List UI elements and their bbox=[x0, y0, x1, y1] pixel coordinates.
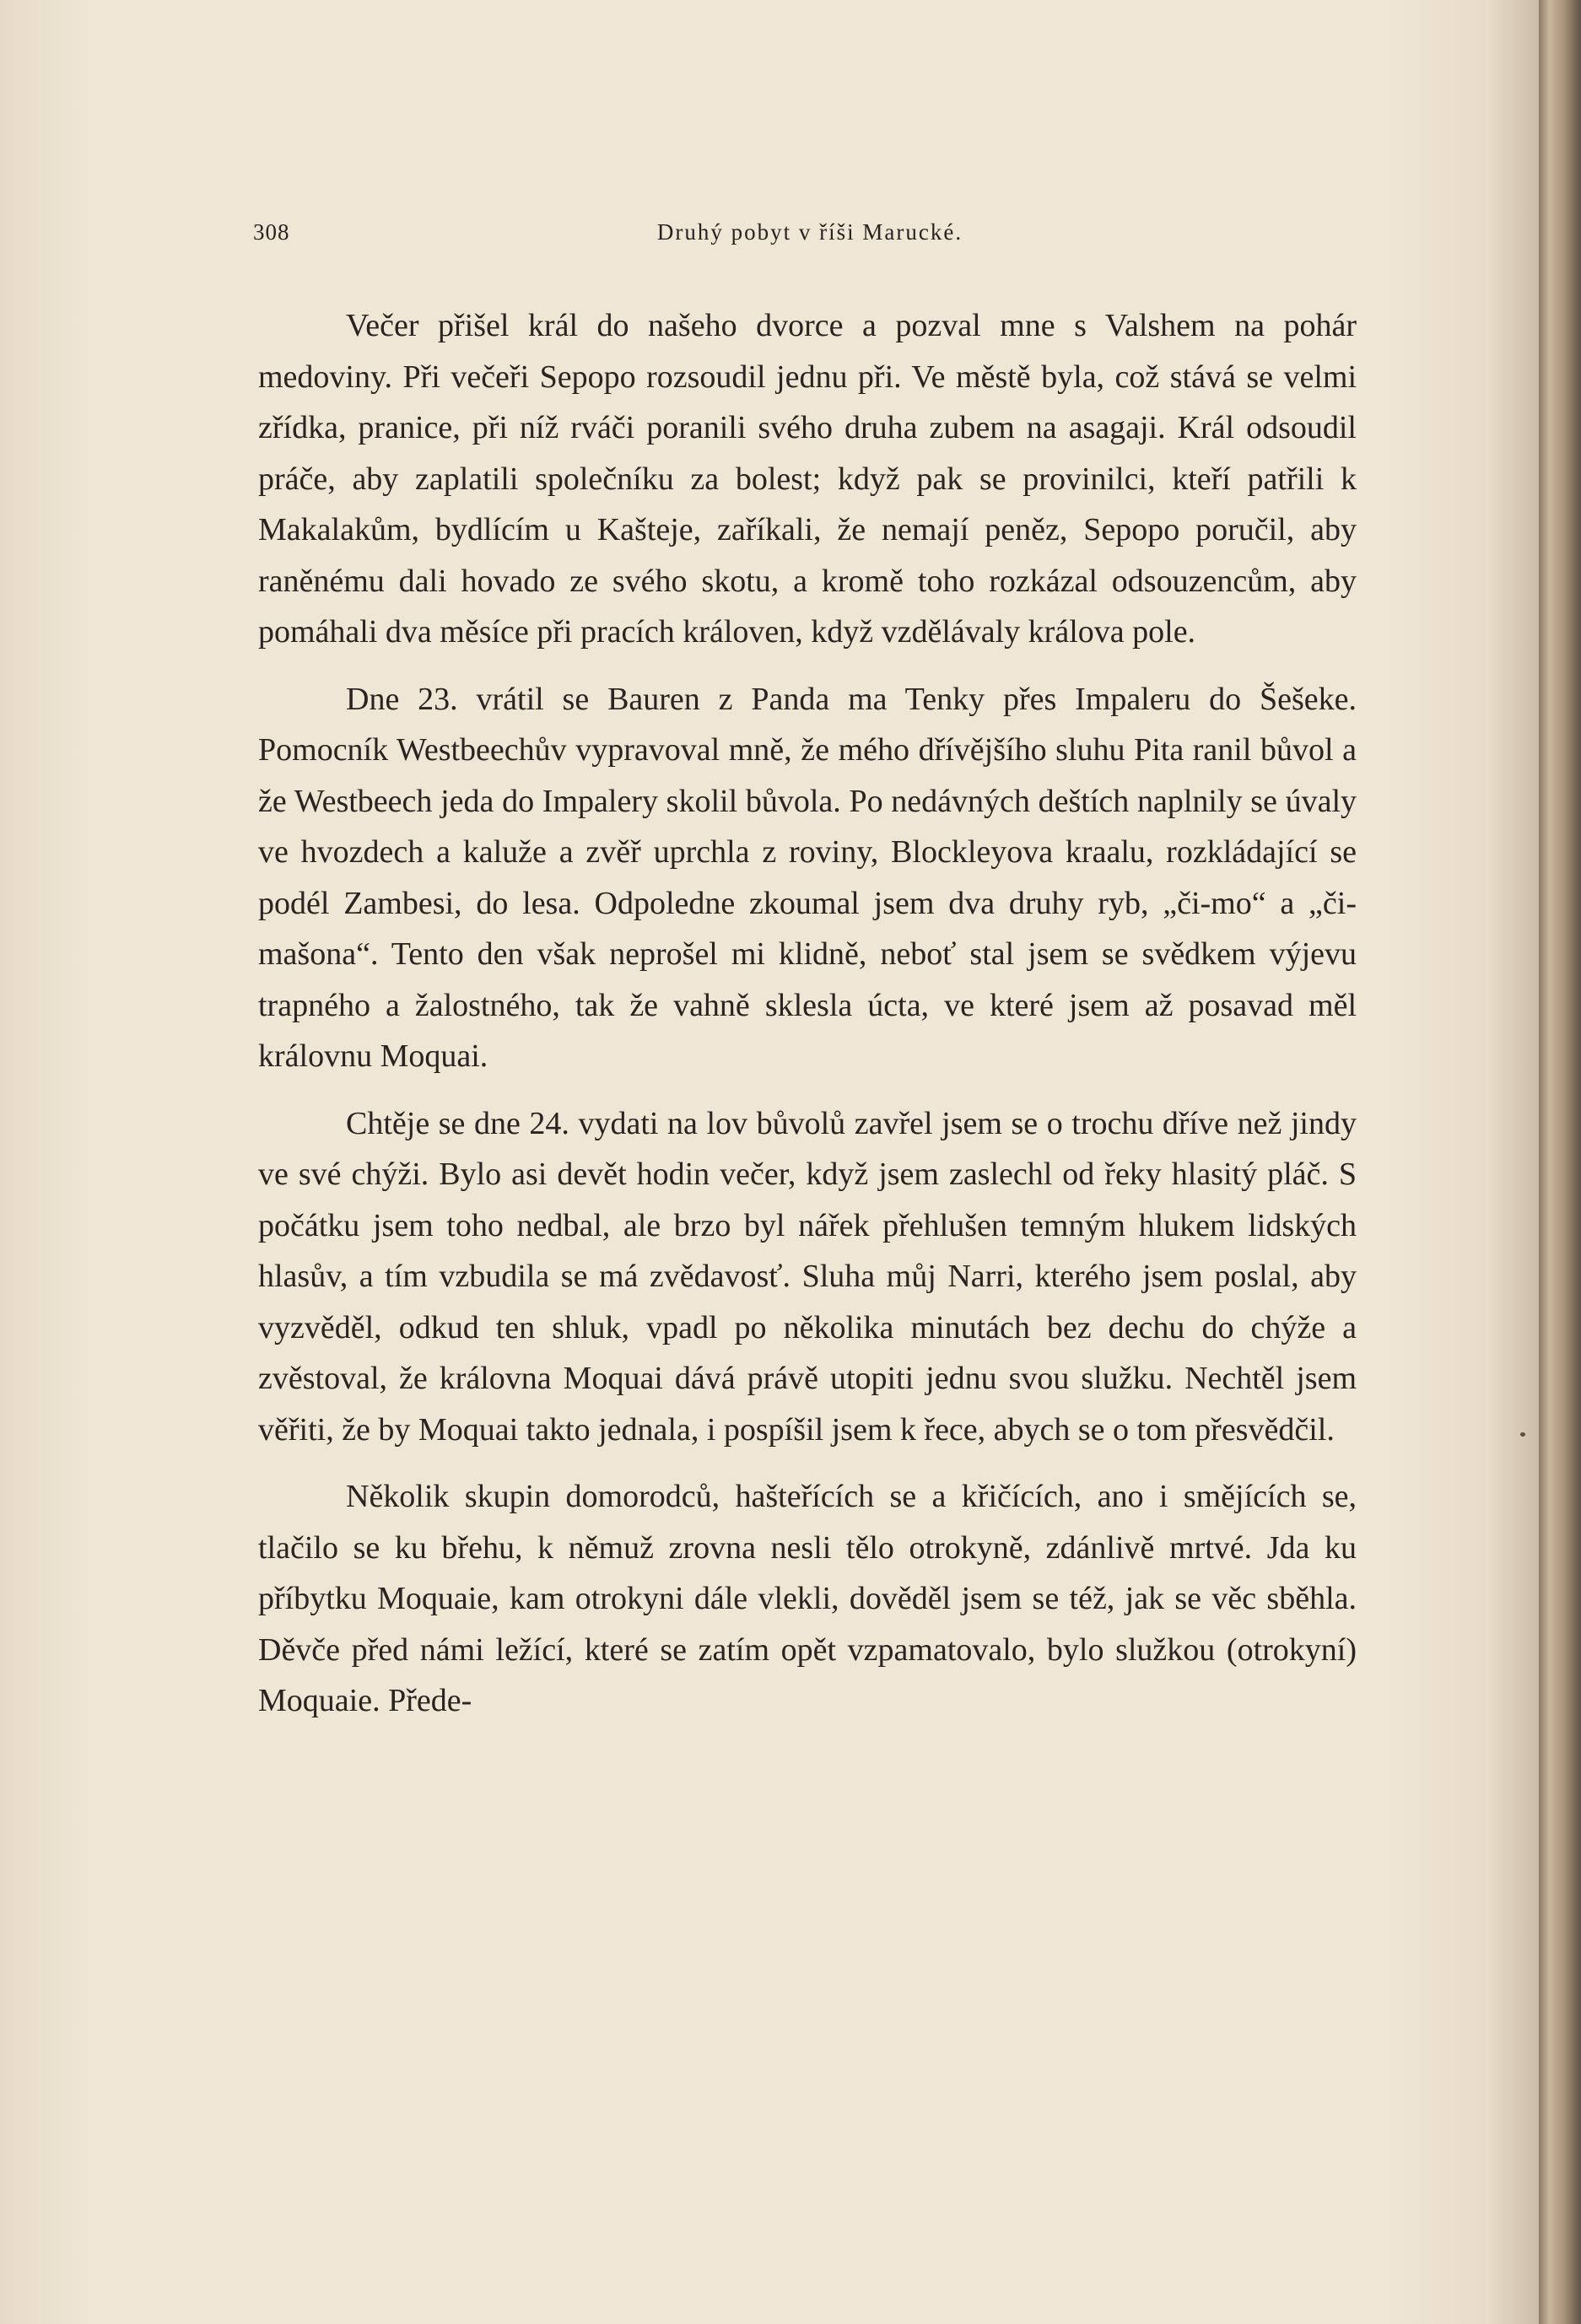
paragraph: Večer přišel král do našeho dvorce a pozval mne s Valshem na pohár medoviny. Při večeři Sepopo rozsoudil jednu při. Ve městě byla, což stává se velmi zřídka, pranice, při níž rváči poranili svého druha zubem na asagaji. Král odsoudil práče, aby zaplatili společníku za bolest; když pak se provinilci, kteří patřili k Makalakům, bydlícím u Kašteje, zaříkali, že nemají peněz, Sepopo poručil, aby raněnému dali hovado ze svého skotu, a kromě toho rozkázal odsouzencům, aby pomáhali dva měsíce při pracích královen, když vzdělávaly králova pole. bbox=[258, 308, 1357, 650]
paragraph: Dne 23. vrátil se Bauren z Panda ma Tenky přes Impaleru do Šešeke. Pomocník Westbeechův vypravoval mně, že mého dřívějšího sluhu Pita ranil bůvol a že Westbeech jeda do Impalery skolil bůvola. Po nedávných deštích naplnily se úvaly ve hvozdech a kaluže a zvěř uprchla z roviny, Blockleyova kraalu, rozkládající se podél Zambesi, do lesa. Odpoledne zkoumal jsem dva druhy ryb, „či-mo“ a „či-mašona“. Tento den však neprošel mi klidně, neboť stal jsem se svědkem výjevu trapného a žalostného, tak že vahně sklesla úcta, ve které jsem až posavad měl královnu Moquai. bbox=[258, 681, 1357, 1074]
adjacent-page-edge bbox=[1539, 0, 1581, 2324]
page-header bbox=[253, 219, 1367, 253]
body-text bbox=[258, 300, 1357, 1743]
paragraph: Několik skupin domorodců, hašteřících se a křičících, ano i smějících se, tlačilo se ku břehu, k němuž zrovna nesli tělo otrokyně, zdánlivě mrtvé. Jda ku příbytku Moquaie, kam otrokyni dále vlekli, dověděl jsem se též, jak se věc sběhla. Děvče před námi ležící, které se zatím opět vzpamatovalo, bylo služkou (otrokyní) Moquaie. Přede- bbox=[258, 1479, 1357, 1718]
page-number: 308 bbox=[253, 219, 290, 245]
page-edge-shadow bbox=[1488, 0, 1539, 2324]
ink-speck bbox=[1520, 1432, 1525, 1437]
paragraph: Chtěje se dne 24. vydati na lov bůvolů zavřel jsem se o trochu dříve než jindy ve své chýži. Bylo asi devět hodin večer, když jsem zaslechl od řeky hlasitý pláč. S počátku jsem toho nedbal, ale brzo byl nářek přehlušen temným hlukem lidských hlasův, a tím vzbudila se má zvědavosť. Sluha můj Narri, kterého jsem poslal, aby vyzvěděl, odkud ten shluk, vpadl po několika minutách bez dechu do chýže a zvěstoval, že královna Moquai dává právě utopiti jednu svou služku. Nechtěl jsem věřiti, že by Moquai takto jednala, i pospíšil jsem k řece, abych se o tom přesvědčil. bbox=[258, 1105, 1357, 1448]
running-title: Druhý pobyt v říši Marucké. bbox=[656, 219, 963, 245]
